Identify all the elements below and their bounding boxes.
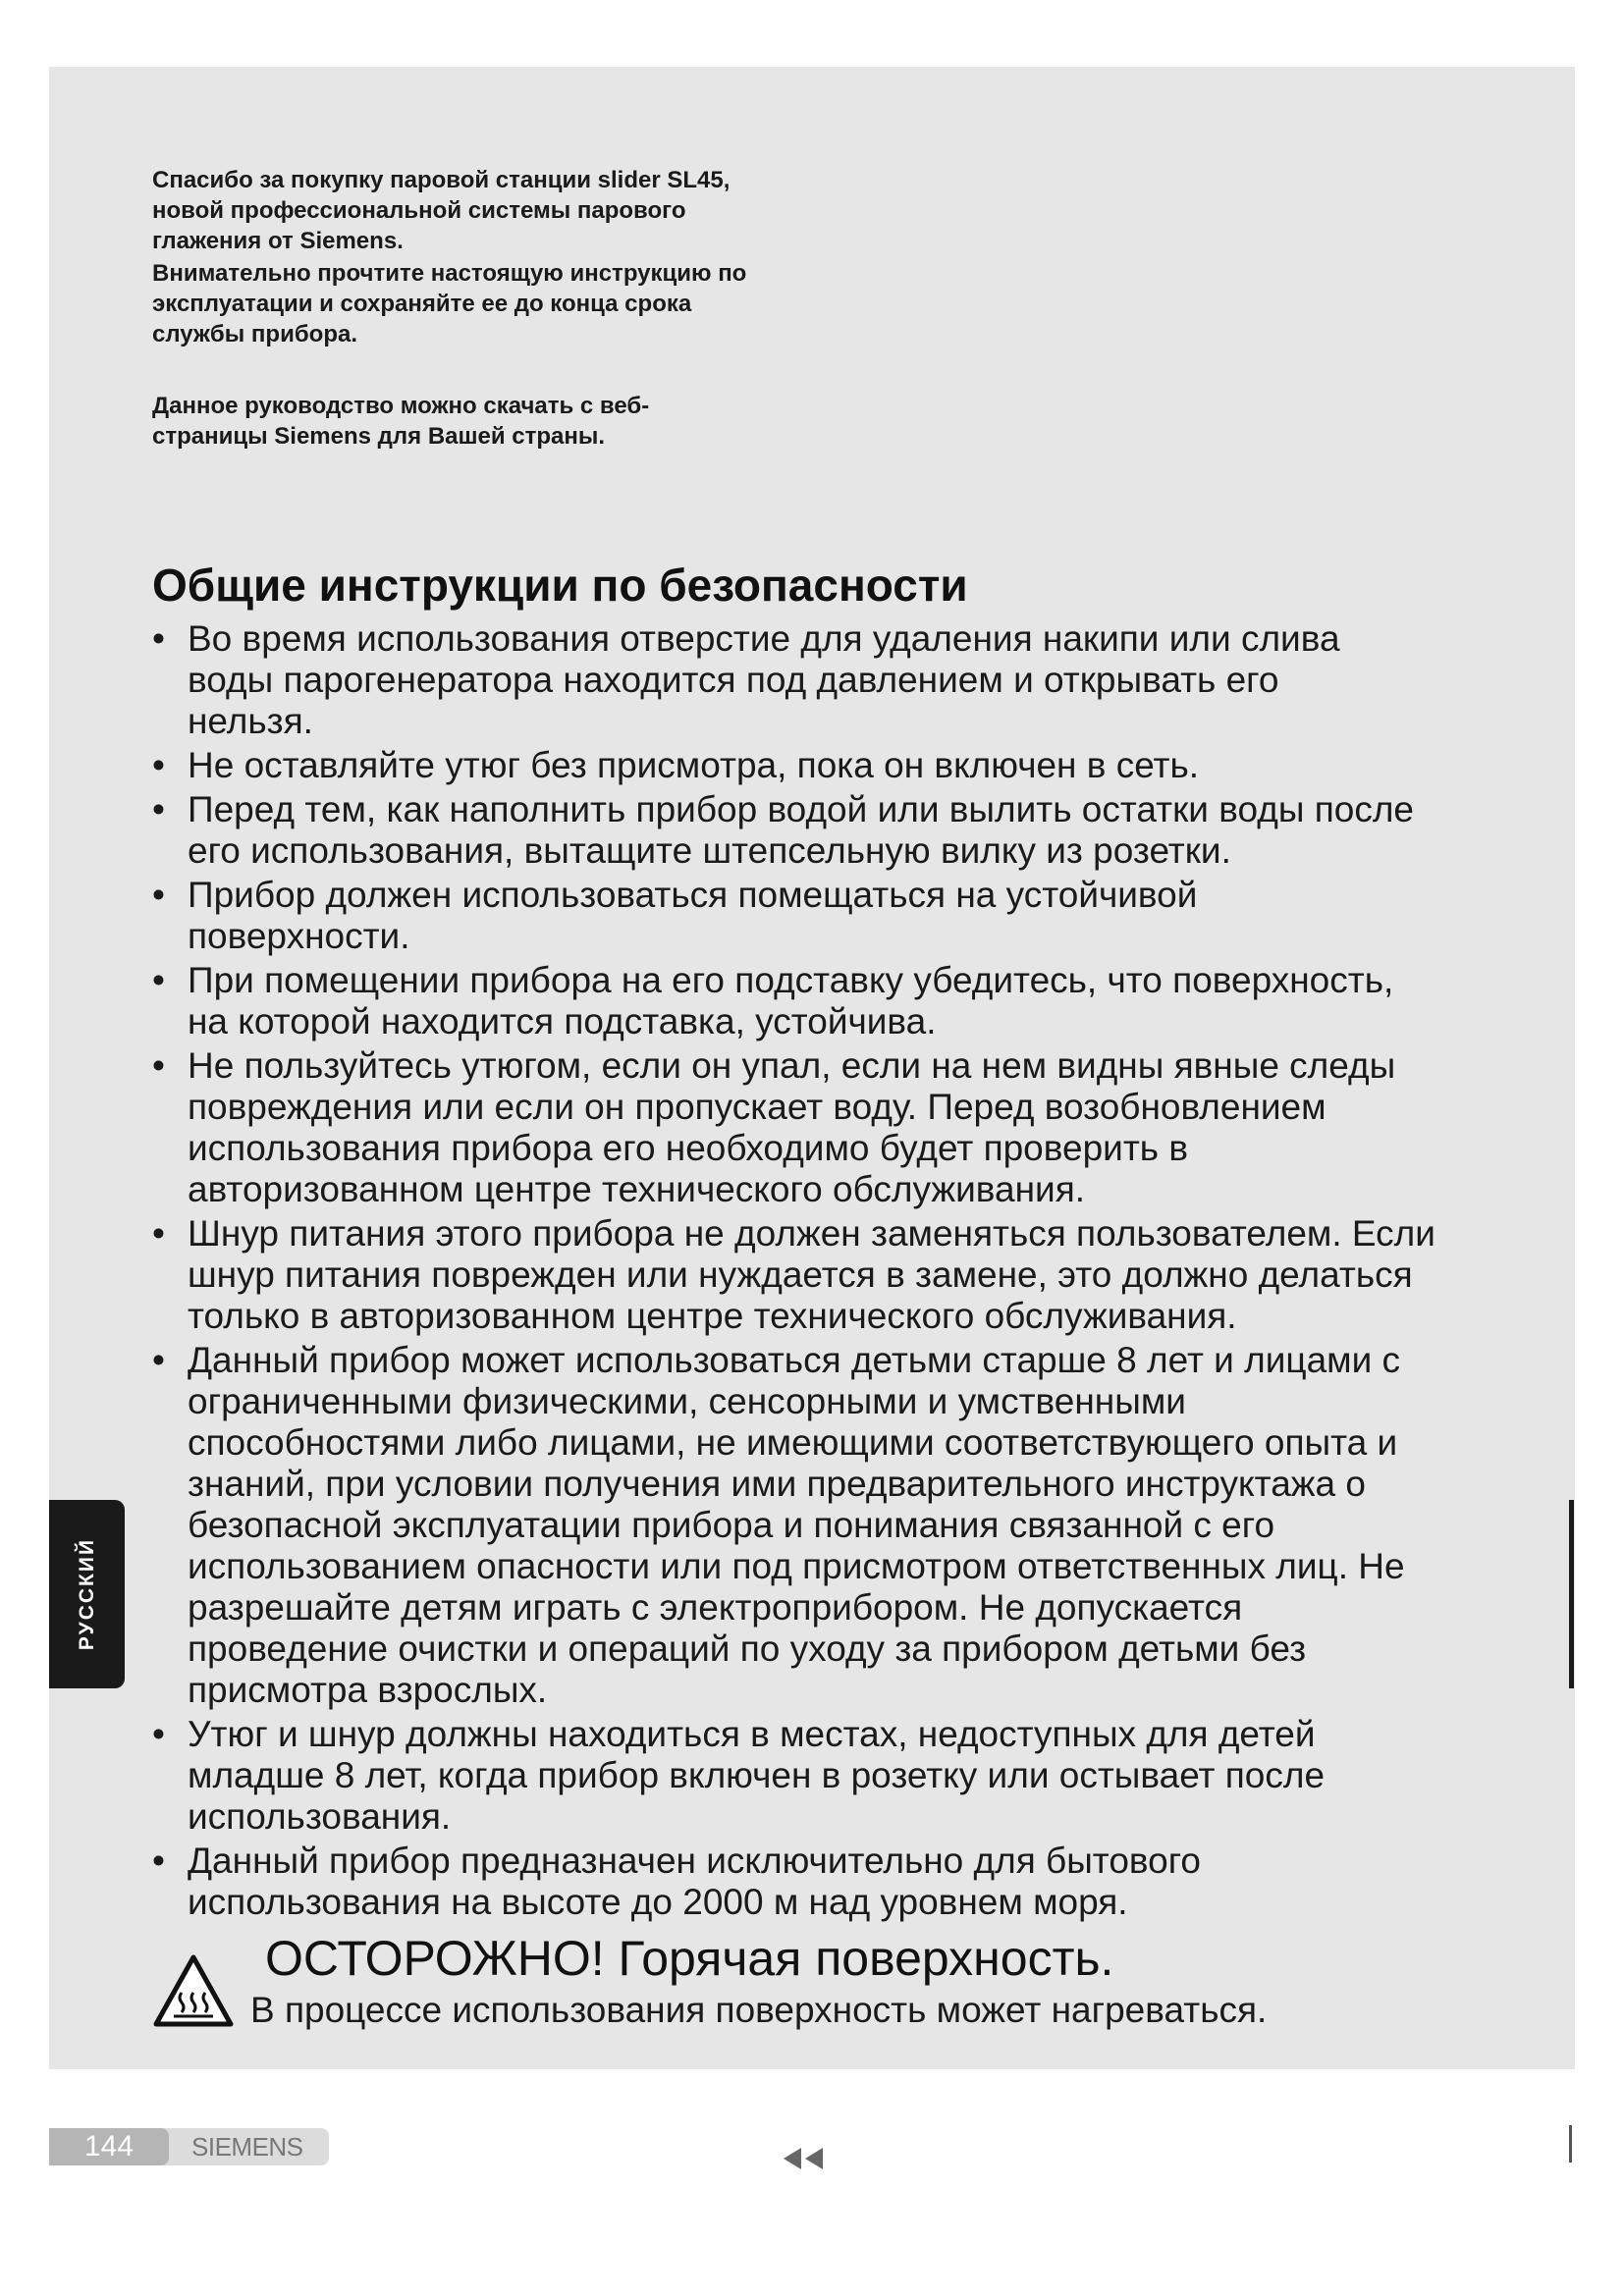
list-item — [152, 1841, 1527, 1923]
bullet-icon: • — [152, 1340, 165, 1380]
list-item-line: способностями либо лицами, не имеющими соответствующего опыта и — [188, 1422, 1398, 1463]
list-item-line: авторизованном центре технического обслуживания. — [188, 1169, 1086, 1209]
list-item-line: нельзя. — [188, 701, 313, 741]
intro-line: службы прибора. — [152, 321, 357, 347]
list-item-line: использования. — [188, 1796, 452, 1837]
language-tab — [49, 1500, 125, 1688]
list-item-line: поверхности. — [188, 916, 410, 956]
brand-logo: SIEMENS — [191, 2132, 303, 2162]
hot-surface-warning-icon — [152, 1953, 235, 2028]
list-item — [152, 618, 1527, 742]
list-item-line: Перед тем, как наполнить прибор водой или вылить остатки воды после — [188, 789, 1414, 829]
list-item-line: проведение очистки и операций по уходу за прибором детьми без — [188, 1629, 1307, 1669]
intro-line: Спасибо за покупку паровой станции slider SL45, — [152, 167, 731, 193]
bullet-icon: • — [152, 1841, 165, 1881]
bullet-icon: • — [152, 1045, 165, 1086]
list-item-line: шнур питания поврежден или нуждается в замене, это должно делаться — [188, 1255, 1413, 1295]
bullet-icon: • — [152, 1714, 165, 1754]
list-item-line: Шнур питания этого прибора не должен заменяться пользователем. Если — [188, 1213, 1435, 1254]
intro-read-carefully — [152, 258, 859, 349]
footer-edge-marker — [1569, 2125, 1572, 2163]
list-item-line: знаний, при условии получения ими предварительного инструктажа о — [188, 1464, 1366, 1504]
list-item-line: ограниченными физическими, сенсорными и умственными — [188, 1381, 1186, 1421]
intro-thanks — [152, 165, 859, 256]
safety-instructions-list — [152, 618, 1527, 1926]
warning-text: В процессе использования поверхность может нагреваться. — [250, 1990, 1268, 2030]
list-item-line: Данный прибор может использоваться детьми старше 8 лет и лицами с — [188, 1340, 1401, 1380]
language-tab-label: РУССКИЙ — [75, 1537, 98, 1651]
list-item-line: Данный прибор предназначен исключительно для бытового — [188, 1841, 1201, 1881]
list-item — [152, 1045, 1527, 1210]
list-item-line: воды парогенератора находится под давлением и открывать его — [188, 660, 1279, 700]
list-item — [152, 960, 1527, 1042]
intro-line: Внимательно прочтите настоящую инструкцию по — [152, 260, 747, 287]
list-item-line: Не оставляйте утюг без присмотра, пока он включен в сеть. — [188, 745, 1200, 785]
list-item-line: разрешайте детям играть с электроприбором. Не допускается — [188, 1587, 1243, 1628]
list-item-line: При помещении прибора на его подставку убедитесь, что поверхность, — [188, 960, 1394, 1000]
intro-line: страницы Siemens для Вашей страны. — [152, 423, 606, 450]
list-item — [152, 875, 1527, 957]
bullet-icon: • — [152, 875, 165, 915]
list-item-line: использованием опасности или под присмотром ответственных лиц. Не — [188, 1546, 1405, 1586]
section-heading: Общие инструкции по безопасности — [152, 560, 968, 611]
intro-download — [152, 391, 859, 452]
intro-line: новой профессиональной системы парового — [152, 197, 686, 224]
list-item-line: Не пользуйтесь утюгом, если он упал, если на нем видны явные следы — [188, 1045, 1396, 1086]
intro-line: глажения от Siemens. — [152, 228, 404, 254]
bullet-icon: • — [152, 745, 165, 785]
list-item-line: младше 8 лет, когда прибор включен в розетку или остывает после — [188, 1755, 1326, 1795]
list-item-line: его использования, вытащите штепсельную вилку из розетки. — [188, 830, 1231, 871]
bullet-icon: • — [152, 960, 165, 1000]
list-item — [152, 1213, 1527, 1337]
list-item-line: Прибор должен использоваться помещаться на устойчивой — [188, 875, 1198, 915]
list-item-line: Утюг и шнур должны находиться в местах, недоступных для детей — [188, 1714, 1316, 1754]
list-item-line: использования прибора его необходимо будет проверить в — [188, 1128, 1188, 1168]
intro-line: эксплуатации и сохраняйте ее до конца срока — [152, 291, 692, 317]
list-item-line: на которой находится подставка, устойчива. — [188, 1001, 937, 1041]
bullet-icon: • — [152, 1213, 165, 1254]
list-item — [152, 745, 1527, 786]
list-item-line: присмотра взрослых. — [188, 1670, 548, 1710]
intro-line: Данное руководство можно скачать с веб- — [152, 393, 650, 419]
previous-page-icon[interactable] — [784, 2148, 829, 2169]
warning-title: ОСТОРОЖНО! Горячая поверхность. — [265, 1931, 1114, 1986]
page-number: 144 — [49, 2128, 169, 2165]
bullet-icon: • — [152, 618, 165, 659]
list-item-line: использования на высоте до 2000 м над уровнем моря. — [188, 1882, 1128, 1922]
list-item — [152, 789, 1527, 872]
list-item — [152, 1714, 1527, 1838]
list-item — [152, 1340, 1527, 1711]
list-item-line: повреждения или если он пропускает воду. Перед возобновлением — [188, 1087, 1326, 1127]
list-item-line: только в авторизованном центре технического обслуживания. — [188, 1296, 1237, 1336]
list-item-line: безопасной эксплуатации прибора и понимания связанной с его — [188, 1505, 1275, 1545]
edge-marker — [1569, 1500, 1574, 1688]
list-item-line: Во время использования отверстие для удаления накипи или слива — [188, 618, 1340, 659]
bullet-icon: • — [152, 789, 165, 829]
